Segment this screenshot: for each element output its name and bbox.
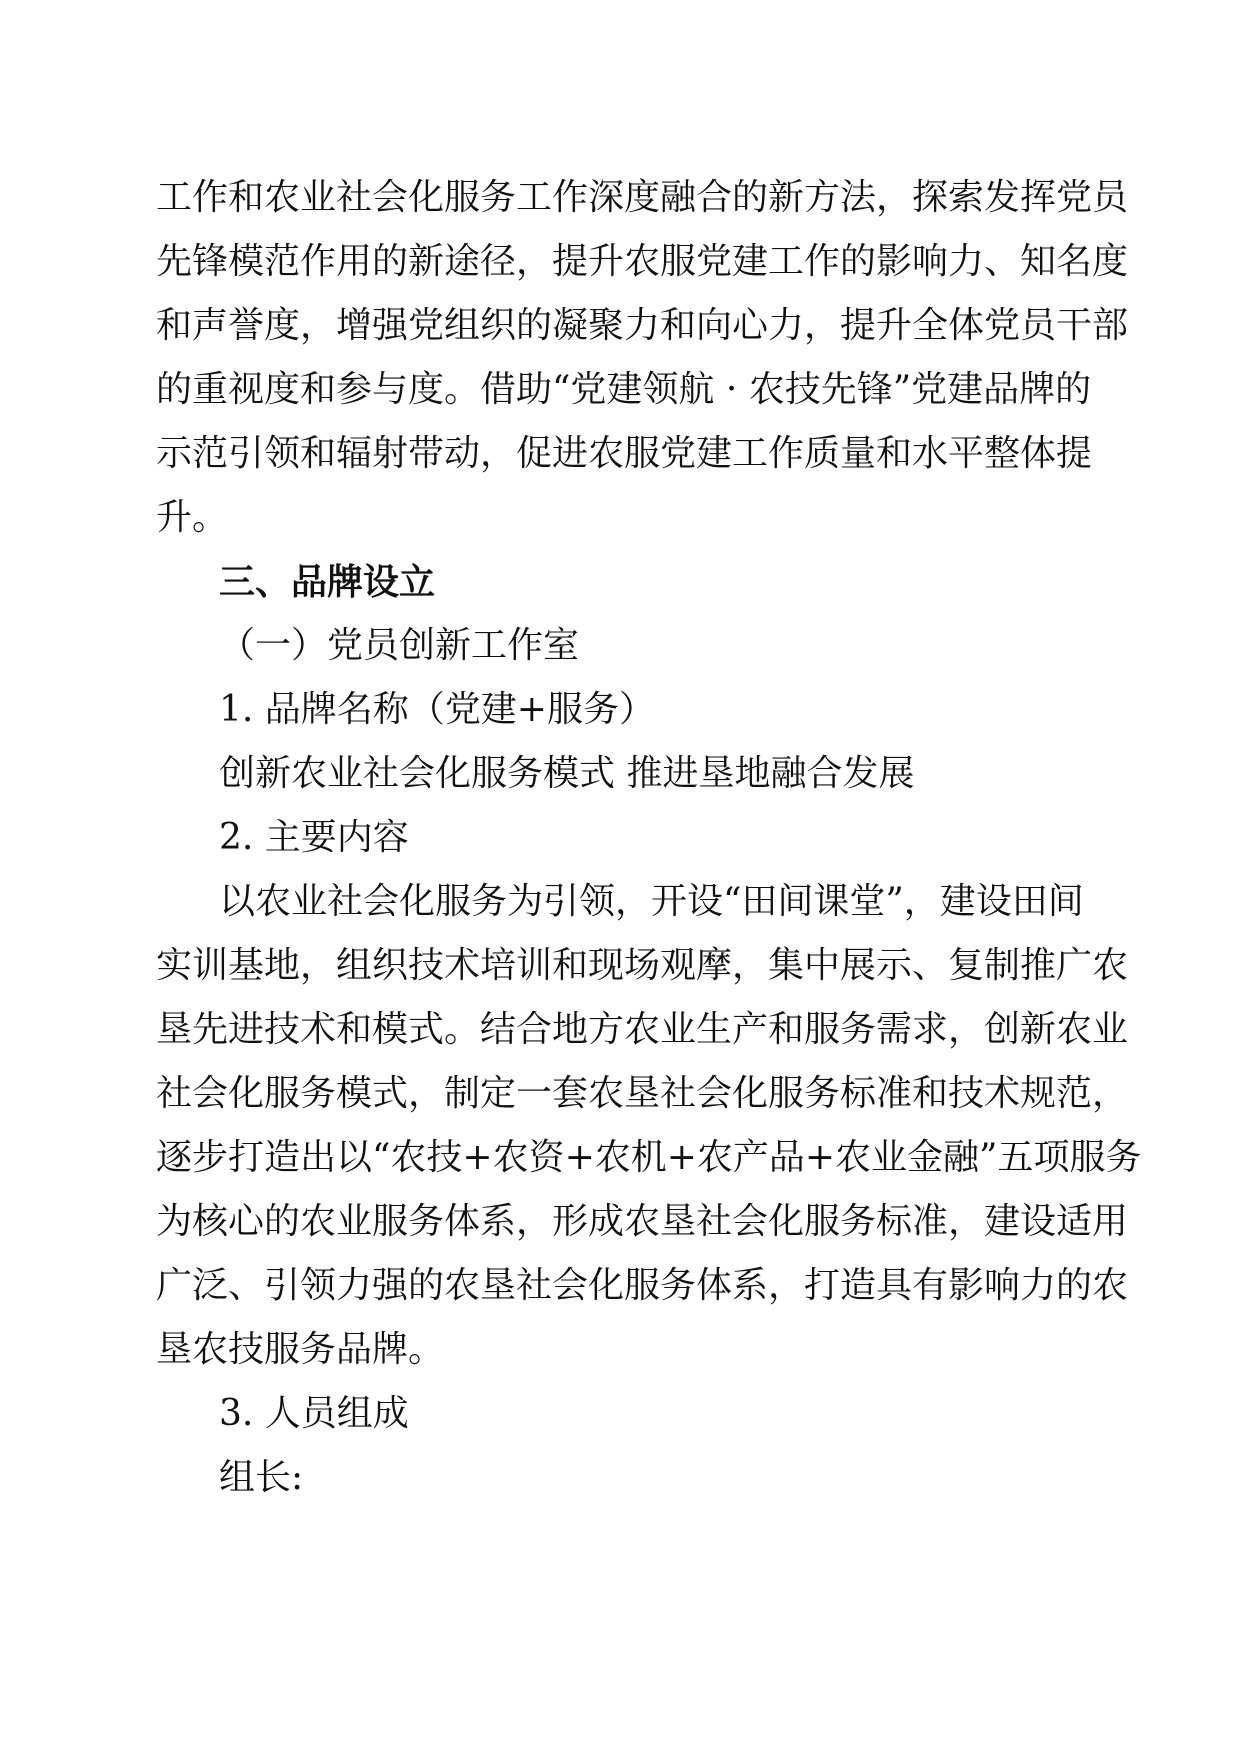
paragraph-line: 和声誉度，增强党组织的凝聚力和向心力，提升全体党员干部 <box>156 305 1129 346</box>
item-title: 3. 人员组成 <box>219 1393 409 1434</box>
paragraph-line: 垦先进技术和模式。结合地方农业生产和服务需求，创新农业 <box>156 1009 1129 1050</box>
leader-label: 组长: <box>219 1457 304 1498</box>
paragraph-line: 广泛、引领力强的农垦社会化服务体系，打造具有影响力的农 <box>156 1265 1129 1306</box>
item-text: 创新农业社会化服务模式 推进垦地融合发展 <box>219 753 915 794</box>
subsection-heading: （一）党员创新工作室 <box>219 625 580 666</box>
paragraph-line: 的重视度和参与度。借助“党建领航 · 农技先锋”党建品牌的 <box>156 369 1092 410</box>
paragraph-line: 先锋模范作用的新途径，提升农服党建工作的影响力、知名度 <box>156 241 1129 282</box>
paragraph-line: 实训基地，组织技术培训和现场观摩，集中展示、复制推广农 <box>156 945 1129 986</box>
paragraph-line: 逐步打造出以“农技+农资+农机+农产品+农业金融”五项服务 <box>156 1137 1142 1178</box>
paragraph-line: 为核心的农业服务体系，形成农垦社会化服务标准，建设适用 <box>156 1201 1129 1242</box>
item-title: 1. 品牌名称（党建+服务） <box>219 689 655 730</box>
paragraph-line: 工作和农业社会化服务工作深度融合的新方法，探索发挥党员 <box>156 177 1129 218</box>
paragraph-line: 社会化服务模式，制定一套农垦社会化服务标准和技术规范， <box>156 1073 1129 1114</box>
paragraph-line: 垦农技服务品牌。 <box>156 1329 445 1370</box>
section-heading: 三、品牌设立 <box>219 561 436 603</box>
paragraph-line: 升。 <box>156 497 229 538</box>
item-title: 2. 主要内容 <box>219 817 409 858</box>
paragraph-line: 示范引领和辐射带动，促进农服党建工作质量和水平整体提 <box>156 433 1093 474</box>
paragraph-line: 以农业社会化服务为引领，开设“田间课堂”，建设田间 <box>219 881 1084 922</box>
